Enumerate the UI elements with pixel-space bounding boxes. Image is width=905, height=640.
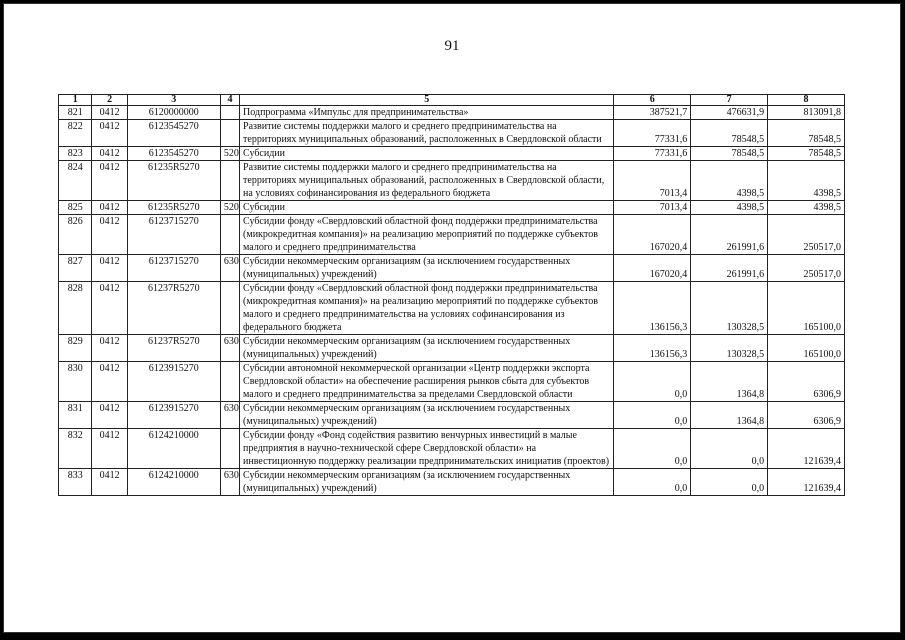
amount-col-6: 77331,6 <box>614 147 691 161</box>
table-row <box>59 429 845 469</box>
amount-col-7: 78548,5 <box>691 120 768 147</box>
document-page <box>3 3 901 633</box>
description: Субсидии <box>240 201 614 215</box>
row-number: 832 <box>59 429 92 469</box>
expense-type <box>220 120 239 147</box>
target-code: 6124210000 <box>127 469 220 496</box>
expense-type <box>220 215 239 255</box>
description: Подпрограмма «Импульс для предпринимательства» <box>240 106 614 120</box>
amount-col-6: 7013,4 <box>614 161 691 201</box>
header-col-8: 8 <box>768 95 845 106</box>
expense-type <box>220 106 239 120</box>
header-col-1: 1 <box>59 95 92 106</box>
row-number: 828 <box>59 282 92 335</box>
amount-col-8: 4398,5 <box>768 161 845 201</box>
amount-col-6: 0,0 <box>614 362 691 402</box>
section-code: 0412 <box>92 120 127 147</box>
description: Субсидии автономной некоммерческой организации «Центр поддержки экспорта Свердловской области» на обеспечение расширения рынков сбыта для субъектов малого и среднего предпринимательства за пределами Свердловской области <box>240 362 614 402</box>
row-number: 827 <box>59 255 92 282</box>
header-col-7: 7 <box>691 95 768 106</box>
amount-col-7: 0,0 <box>691 429 768 469</box>
section-code: 0412 <box>92 282 127 335</box>
expense-type: 630 <box>220 255 239 282</box>
amount-col-7: 130328,5 <box>691 282 768 335</box>
amount-col-6: 167020,4 <box>614 255 691 282</box>
table-row <box>59 335 845 362</box>
amount-col-8: 121639,4 <box>768 469 845 496</box>
amount-col-6: 136156,3 <box>614 335 691 362</box>
amount-col-6: 387521,7 <box>614 106 691 120</box>
row-number: 829 <box>59 335 92 362</box>
table-row <box>59 282 845 335</box>
row-number: 824 <box>59 161 92 201</box>
target-code: 6123545270 <box>127 147 220 161</box>
expense-type: 520 <box>220 147 239 161</box>
section-code: 0412 <box>92 402 127 429</box>
expense-type: 520 <box>220 201 239 215</box>
amount-col-8: 250517,0 <box>768 255 845 282</box>
expense-type <box>220 161 239 201</box>
amount-col-8: 165100,0 <box>768 335 845 362</box>
row-number: 825 <box>59 201 92 215</box>
expense-type: 630 <box>220 469 239 496</box>
amount-col-8: 813091,8 <box>768 106 845 120</box>
target-code: 6123545270 <box>127 120 220 147</box>
amount-col-8: 78548,5 <box>768 147 845 161</box>
expense-type <box>220 282 239 335</box>
row-number: 822 <box>59 120 92 147</box>
section-code: 0412 <box>92 362 127 402</box>
budget-table <box>58 94 845 496</box>
target-code: 6123715270 <box>127 215 220 255</box>
section-code: 0412 <box>92 147 127 161</box>
description: Субсидии фонду «Фонд содействия развитию венчурных инвестиций в малые предприятия в научно-технической сфере Свердловской области» на инвестиционную поддержку реализации предпринимательских инициатив (проектов) <box>240 429 614 469</box>
amount-col-7: 1364,8 <box>691 402 768 429</box>
expense-type: 630 <box>220 402 239 429</box>
section-code: 0412 <box>92 215 127 255</box>
table-row <box>59 120 845 147</box>
expense-type <box>220 429 239 469</box>
header-col-5: 5 <box>240 95 614 106</box>
table-row <box>59 402 845 429</box>
amount-col-6: 7013,4 <box>614 201 691 215</box>
header-col-6: 6 <box>614 95 691 106</box>
amount-col-7: 4398,5 <box>691 201 768 215</box>
amount-col-7: 0,0 <box>691 469 768 496</box>
expense-type <box>220 362 239 402</box>
amount-col-7: 1364,8 <box>691 362 768 402</box>
amount-col-8: 78548,5 <box>768 120 845 147</box>
amount-col-6: 0,0 <box>614 469 691 496</box>
row-number: 826 <box>59 215 92 255</box>
header-col-4: 4 <box>220 95 239 106</box>
table-row <box>59 106 845 120</box>
target-code: 6123915270 <box>127 362 220 402</box>
amount-col-8: 6306,9 <box>768 362 845 402</box>
row-number: 830 <box>59 362 92 402</box>
amount-col-7: 4398,5 <box>691 161 768 201</box>
amount-col-7: 78548,5 <box>691 147 768 161</box>
table-header-row <box>59 95 845 106</box>
description: Субсидии некоммерческим организациям (за исключением государственных (муниципальных) учреждений) <box>240 255 614 282</box>
description: Субсидии фонду «Свердловский областной фонд поддержки предпринимательства (микрокредитная компания)» на реализацию мероприятий по поддержке субъектов малого и среднего предпринимательства на условиях софинансирования из федерального бюджета <box>240 282 614 335</box>
section-code: 0412 <box>92 106 127 120</box>
amount-col-7: 261991,6 <box>691 255 768 282</box>
header-col-3: 3 <box>127 95 220 106</box>
section-code: 0412 <box>92 201 127 215</box>
table-row <box>59 469 845 496</box>
target-code: 6123915270 <box>127 402 220 429</box>
section-code: 0412 <box>92 429 127 469</box>
table-row <box>59 161 845 201</box>
row-number: 833 <box>59 469 92 496</box>
page-number: 91 <box>444 38 460 54</box>
amount-col-6: 136156,3 <box>614 282 691 335</box>
amount-col-8: 6306,9 <box>768 402 845 429</box>
description: Субсидии некоммерческим организациям (за исключением государственных (муниципальных) учреждений) <box>240 335 614 362</box>
description: Развитие системы поддержки малого и среднего предпринимательства на территориях муниципальных образований, расположенных в Свердловской области <box>240 120 614 147</box>
description: Субсидии фонду «Свердловский областной фонд поддержки предпринимательства (микрокредитная компания)» на реализацию мероприятий по поддержке субъектов малого и среднего предпринимательства <box>240 215 614 255</box>
amount-col-6: 0,0 <box>614 402 691 429</box>
amount-col-8: 4398,5 <box>768 201 845 215</box>
amount-col-8: 121639,4 <box>768 429 845 469</box>
table-row <box>59 201 845 215</box>
description: Субсидии <box>240 147 614 161</box>
row-number: 831 <box>59 402 92 429</box>
amount-col-8: 165100,0 <box>768 282 845 335</box>
amount-col-6: 77331,6 <box>614 120 691 147</box>
description: Развитие системы поддержки малого и среднего предпринимательства на территориях муниципальных образований, расположенных в Свердловской области, на условиях софинансирования из федерального бюджета <box>240 161 614 201</box>
section-code: 0412 <box>92 161 127 201</box>
target-code: 6124210000 <box>127 429 220 469</box>
amount-col-8: 250517,0 <box>768 215 845 255</box>
target-code: 61237R5270 <box>127 282 220 335</box>
section-code: 0412 <box>92 255 127 282</box>
amount-col-7: 476631,9 <box>691 106 768 120</box>
section-code: 0412 <box>92 469 127 496</box>
amount-col-7: 261991,6 <box>691 215 768 255</box>
table-row <box>59 362 845 402</box>
target-code: 6123715270 <box>127 255 220 282</box>
amount-col-7: 130328,5 <box>691 335 768 362</box>
target-code: 61237R5270 <box>127 335 220 362</box>
expense-type: 630 <box>220 335 239 362</box>
table-row <box>59 147 845 161</box>
target-code: 6120000000 <box>127 106 220 120</box>
description: Субсидии некоммерческим организациям (за исключением государственных (муниципальных) учреждений) <box>240 469 614 496</box>
table-row <box>59 215 845 255</box>
amount-col-6: 0,0 <box>614 429 691 469</box>
description: Субсидии некоммерческим организациям (за исключением государственных (муниципальных) учреждений) <box>240 402 614 429</box>
target-code: 61235R5270 <box>127 201 220 215</box>
row-number: 821 <box>59 106 92 120</box>
amount-col-6: 167020,4 <box>614 215 691 255</box>
table-row <box>59 255 845 282</box>
target-code: 61235R5270 <box>127 161 220 201</box>
header-col-2: 2 <box>92 95 127 106</box>
row-number: 823 <box>59 147 92 161</box>
section-code: 0412 <box>92 335 127 362</box>
